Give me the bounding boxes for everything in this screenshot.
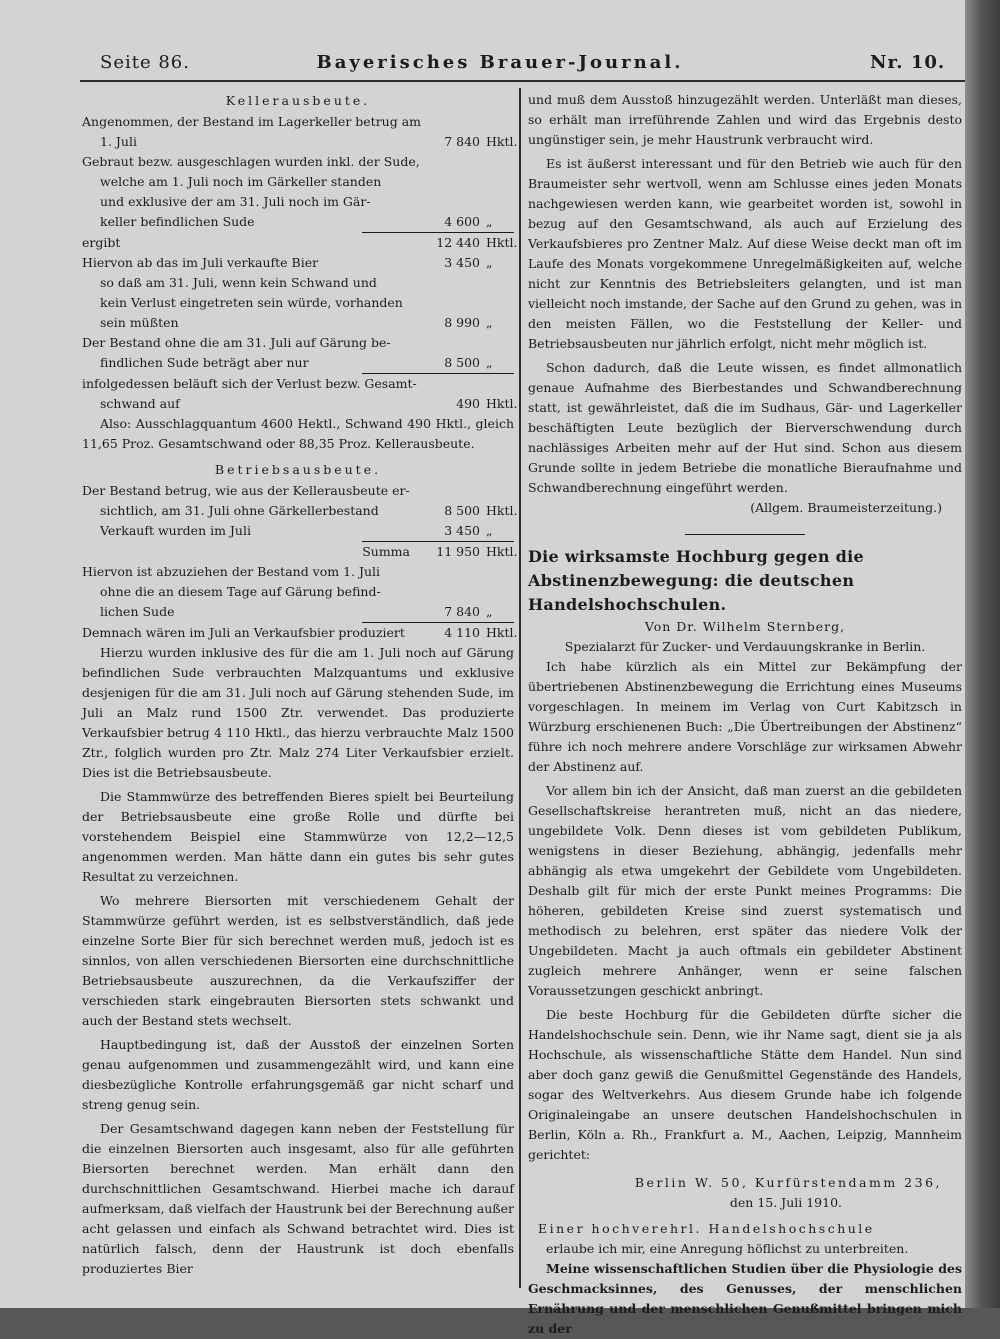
page-number: Seite 86. (100, 52, 190, 73)
paragraph: Schon dadurch, daß die Leute wissen, es findet allmonatlich genaue Aufnahme des Bierbestandes und Schwandberechnung statt, ist gewährleistet, daß die im Sudhaus, Gär- und Lagerkeller beschäftigten Leute bezüglich der Bierverschwendung durch nachlässiges Arbeiten mehr auf der Hut sind. Schon aus diesem Grunde sollte in jedem Betriebe die monatliche Bieraufnahme und Schwandberechnung eingeführt werden. (528, 360, 962, 495)
row-unit: „ (486, 523, 493, 538)
table-row (82, 253, 514, 273)
row-value: 490 (456, 396, 480, 411)
left-column (82, 90, 518, 1279)
letter-salutation: Einer hochverehrl. Handelshochschule (538, 1221, 875, 1236)
paragraph: Die beste Hochburg für die Gebildeten dürfte sicher die Handelshochschule sein. Denn, wie ihr Name sagt, dient sie ja als Hochschule, als wissenschaftliche Stätte dem Handel. Nun sind aber doch ganz gewiß die Genußmittel Gegenstände des Handels, sogar des Weltverkehrs. Aus diesem Grunde habe ich folgende Originaleingabe an unsere deutschen Handelshochschulen in Berlin, Köln a. Rh., Frankfurt a. M., Aachen, Leipzig, Mannheim gerichtet: (528, 1007, 962, 1162)
row-value: 8 500 (444, 503, 480, 518)
row-label: Verkauft wurden im Juli (100, 523, 251, 538)
table-row (82, 602, 514, 622)
text-line: Der Bestand betrug, wie aus der Kellerausbeute er- (82, 483, 410, 498)
row-unit: Hktl. (486, 235, 518, 250)
text-line: welche am 1. Juli noch im Gärkeller standen (100, 174, 382, 189)
row-label: lichen Sude (100, 604, 175, 619)
table-row (82, 212, 514, 232)
table-row (82, 313, 514, 333)
paragraph: Hierzu wurden inklusive des für die am 1. Juli noch auf Gärung befindlichen Sude verbrauchten Malzquantums und exklusive desjenigen für die am 31. Juli noch auf Gärung stehenden Sude, im Juli an Malz rund 1500 Ztr. verwendet. Das produzierte Verkaufsbier betrug 4 110 Hktl., das hierzu verbrauchte Malz 1500 Ztr., folglich wurden pro Ztr. Malz 274 Liter Verkaufsbier erzielt. Dies ist die Betriebsausbeute. (82, 645, 514, 780)
source-citation: (Allgem. Braumeisterzeitung.) (750, 500, 942, 515)
letter-place: Berlin W. 50, Kurfürstendamm 236, (634, 1175, 942, 1190)
page-edge-shadow (965, 0, 1000, 1308)
letter-date: den 15. Juli 1910. (729, 1195, 842, 1210)
paragraph: Der Gesamtschwand dagegen kann neben der Feststellung für die einzelnen Biersorten auch insgesamt, also für alle geführten Biersorten berechnet werden. Man erhält dann den durchschnittlichen Gesamtschwand. Hierbei mache ich darauf aufmerksam, daß vielfach der Haustrunk bei der Berechnung außer acht gelassen und einfach als Schwand betrachtet wird. Dies ist natürlich falsch, denn der Haustrunk ist doch ebenfalls produziertes Bier (82, 1121, 514, 1276)
row-value: 7 840 (444, 604, 480, 619)
row-unit: „ (486, 214, 493, 229)
row-unit: Hktl. (486, 396, 518, 411)
journal-title: Bayerisches Brauer-Journal. (316, 52, 684, 73)
row-value: 4 600 (444, 214, 480, 229)
paragraph: Vor allem bin ich der Ansicht, daß man zuerst an die gebildeten Gesellschaftskreise herantreten muß, nicht an das niedere, ungebildete Volk. Denn dieses ist vom gebildeten Publikum, wenigstens in dieser Beziehung, abhängig, jedenfalls mehr abhängig als etwa umgekehrt der Gebildete vom Ungebildeten. Deshalb gilt für mich der erste Punkt meines Programms: Die höheren, gebildeten Kreise sind zuerst systematisch und methodisch zu belehren, erst später das niedere Volk der Ungebildeten. Macht ja auch oftmals ein gebildeter Abstinent zugleich mehrere Anhänger, wenn er seine falschen Voraussetzungen geschickt anbringt. (528, 783, 962, 998)
row-value: 4 110 (444, 625, 480, 640)
row-value: 11 950 (436, 544, 480, 559)
row-unit: Hktl. (486, 625, 518, 640)
column-rule (519, 88, 521, 1288)
row-value: 7 840 (444, 134, 480, 149)
text-line: Der Bestand ohne die am 31. Juli auf Gärung be- (82, 335, 391, 350)
row-value: 3 450 (444, 523, 480, 538)
letter-body: Meine wissenschaftlichen Studien über die Physiologie des Geschmacksinnes, des Genusses, der menschlichen Ernährung und der menschlichen Genußmittel bringen mich zu der (528, 1261, 962, 1336)
table-row (82, 132, 518, 152)
letter-line: erlaube ich mir, eine Anregung höflichst zu unterbreiten. (546, 1241, 909, 1256)
header-rule (80, 80, 968, 82)
text-line: und exklusive der am 31. Juli noch im Gär- (100, 194, 371, 209)
issue-number: Nr. 10. (870, 52, 946, 73)
row-label: keller befindlichen Sude (100, 214, 255, 229)
right-column (528, 90, 962, 1339)
row-label: sein müßten (100, 315, 179, 330)
text-line: infolgedessen beläuft sich der Verlust bezw. Gesamt- (82, 376, 417, 391)
text-line: ohne die an diesem Tage auf Gärung befind- (100, 584, 381, 599)
paragraph: und muß dem Ausstoß hinzugezählt werden. Unterläßt man dieses, so erhält man irreführende Zahlen und wird das Ergebnis desto ungünstiger sein, je mehr Haustrunk verbraucht wird. (528, 92, 962, 147)
article-headline: Die wirksamste Hochburg gegen die Abstinenzbewegung: die deutschen Handelshochschulen. (528, 547, 864, 614)
author-role: Spezialarzt für Zucker- und Verdauungskranke in Berlin. (564, 639, 926, 654)
table-row (82, 623, 518, 643)
row-unit: Hktl. (486, 134, 518, 149)
text-line: Gebraut bezw. ausgeschlagen wurden inkl. der Sude, (82, 154, 420, 169)
row-value: 3 450 (444, 255, 480, 270)
paragraph: Die Stammwürze des betreffenden Bieres spielt bei Beurteilung der Betriebsausbeute eine große Rolle und dürfte bei vorstehendem Beispiel eine Stammwürze von 12,2—12,5 angenommen werden. Man hätte dann ein gutes bis sehr gutes Resultat zu verzeichnen. (82, 789, 514, 884)
row-label: Hiervon ab das im Juli verkaufte Bier (82, 255, 319, 270)
row-unit: „ (486, 315, 493, 330)
row-label: schwand auf (100, 396, 180, 411)
row-value: 8 500 (444, 355, 480, 370)
row-label: sichtlich, am 31. Juli ohne Gärkellerbestand (100, 503, 379, 518)
table-row (82, 542, 518, 562)
paragraph: Ich habe kürzlich als ein Mittel zur Bekämpfung der übertriebenen Abstinenzbewegung die Errichtung eines Museums vorgeschlagen. In meinem im Verlag von Curt Kabitzsch in Würzburg erschienenen Buch: „Die Übertreibungen der Abstinenz“ führe ich noch mehrere andere Vorschläge zur wirksamen Abwehr der Abstinenz auf. (528, 659, 962, 774)
row-unit: „ (486, 604, 493, 619)
row-value: 8 990 (444, 315, 480, 330)
row-value: 12 440 (436, 235, 480, 250)
table-row (82, 394, 518, 414)
row-unit: „ (486, 255, 493, 270)
text-line: so daß am 31. Juli, wenn kein Schwand und (100, 275, 377, 290)
text-line: Angenommen, der Bestand im Lagerkeller betrug am (82, 114, 421, 129)
section-title-kellerausbeute: Kellerausbeute. (225, 93, 371, 108)
article-divider (685, 534, 805, 535)
paragraph: Also: Ausschlagquantum 4600 Hektl., Schwand 490 Hktl., gleich 11,65 Proz. Gesamtschwand oder 88,35 Proz. Kellerausbeute. (82, 416, 514, 451)
table-row (82, 521, 514, 541)
row-label: Demnach wären im Juli an Verkaufsbier produziert (82, 625, 405, 640)
paragraph: Hauptbedingung ist, daß der Ausstoß der einzelnen Sorten genau aufgenommen und zusammengezählt wird, und kann eine diesbezügliche Kontrolle erfahrungsgemäß gar nicht scharf und streng genug sein. (82, 1037, 514, 1112)
paragraph: Wo mehrere Biersorten mit verschiedenem Gehalt der Stammwürze geführt werden, ist es selbstverständlich, daß jede einzelne Sorte Bier für sich berechnet werden muß, jedoch ist es sinnlos, von allen verschiedenen Biersorten eine durchschnittliche Betriebsausbeute auszurechnen, da die Verkaufsziffer der verschieden stark eingebrauten Biersorten stets schwankt und auch der Bestand stets wechselt. (82, 893, 514, 1028)
text-line: kein Verlust eingetreten sein würde, vorhanden (100, 295, 403, 310)
text-line: Hiervon ist abzuziehen der Bestand vom 1. Juli (82, 564, 381, 579)
row-label: ergibt (82, 235, 121, 250)
paragraph: Es ist äußerst interessant und für den Betrieb wie auch für den Braumeister sehr wertvoll, wenn am Schlusse eines jeden Monats nachgewiesen werden kann, wie gearbeitet worden ist, sowohl in bezug auf den Gesamtschwand, als auch auf Erzielung des Verkaufsbieres pro Zentner Malz. Auf diese Weise deckt man oft im Laufe des Monats vorgekommene Unregelmäßigkeiten auf, welche nicht zur Kenntnis des Betriebsleiters gelangten, und ist man vielleicht noch imstande, der Sache auf den Grund zu gehen, was in den meisten Fällen, wo die Feststellung der Keller- und Betriebsausbeuten nur jährlich erfolgt, nicht mehr möglich ist. (528, 156, 962, 351)
row-unit: „ (486, 355, 493, 370)
section-title-betriebsausbeute: Betriebsausbeute. (214, 462, 382, 477)
table-row (82, 233, 518, 253)
table-row (82, 501, 518, 521)
article-author: Von Dr. Wilhelm Sternberg, (644, 619, 846, 634)
row-label: findlichen Sude beträgt aber nur (100, 355, 309, 370)
row-label: Summa (362, 544, 410, 559)
table-row (82, 353, 514, 373)
row-label: 1. Juli (100, 134, 137, 149)
row-unit: Hktl. (486, 503, 518, 518)
row-unit: Hktl. (486, 544, 518, 559)
